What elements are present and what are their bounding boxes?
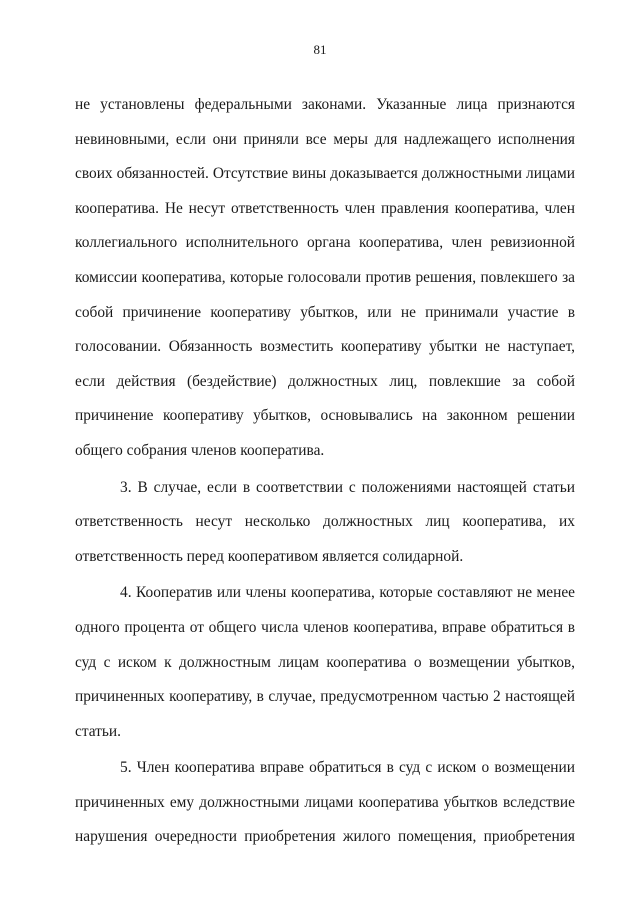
text-line: невиновными, если они приняли все меры для надлежащего исполнения — [75, 130, 575, 148]
text-line: одного процента от общего числа членов кооператива, вправе обратиться в — [75, 618, 575, 636]
text-line: 5. Член кооператива вправе обратиться в суд с иском о возмещении — [120, 759, 575, 777]
text-line: ответственность перед кооперативом является солидарной. — [75, 547, 464, 565]
text-line: причиненных ему должностными лицами кооператива убытков вследствие — [75, 793, 575, 811]
paragraph-5 — [75, 751, 575, 855]
page-number: 81 — [313, 42, 327, 57]
text-line: причиненных кооперативу, в случае, предусмотренном частью 2 настоящей — [75, 688, 575, 706]
text-line: голосовании. Обязанность возместить кооперативу убытки не наступает, — [75, 338, 575, 356]
text-line: общего собрания членов кооператива. — [75, 441, 325, 459]
document-body — [75, 88, 575, 855]
text-line: статьи. — [75, 722, 122, 740]
paragraph-3 — [75, 471, 575, 575]
paragraph-4 — [75, 576, 575, 749]
text-line: не установлены федеральными законами. Указанные лица признаются — [75, 96, 575, 113]
text-line: причинение кооперативу убытков, основывались на законном решении — [75, 407, 575, 425]
text-line: своих обязанностей. Отсутствие вины доказывается должностными лицами — [75, 165, 575, 183]
text-line: комиссии кооператива, которые голосовали против решения, повлекшего за — [75, 268, 575, 286]
text-line: ответственность несут несколько должностных лиц кооператива, их — [75, 513, 575, 531]
paragraph-continuation — [75, 88, 575, 469]
text-line: коллегиального исполнительного органа кооператива, член ревизионной — [75, 234, 575, 252]
text-line: суд с иском к должностным лицам кооператива о возмещении убытков, — [75, 653, 575, 671]
text-line: нарушения очередности приобретения жилого помещения, приобретения — [75, 828, 575, 846]
text-line: собой причинение кооперативу убытков, или не принимали участие в — [75, 303, 575, 321]
text-line: 3. В случае, если в соответствии с положениями настоящей статьи — [120, 478, 575, 496]
text-line: кооператива. Не несут ответственность член правления кооператива, член — [75, 199, 575, 217]
text-line: если действия (бездействие) должностных лиц, повлекшие за собой — [75, 372, 575, 390]
text-line: 4. Кооператив или члены кооператива, которые составляют не менее — [120, 584, 575, 602]
